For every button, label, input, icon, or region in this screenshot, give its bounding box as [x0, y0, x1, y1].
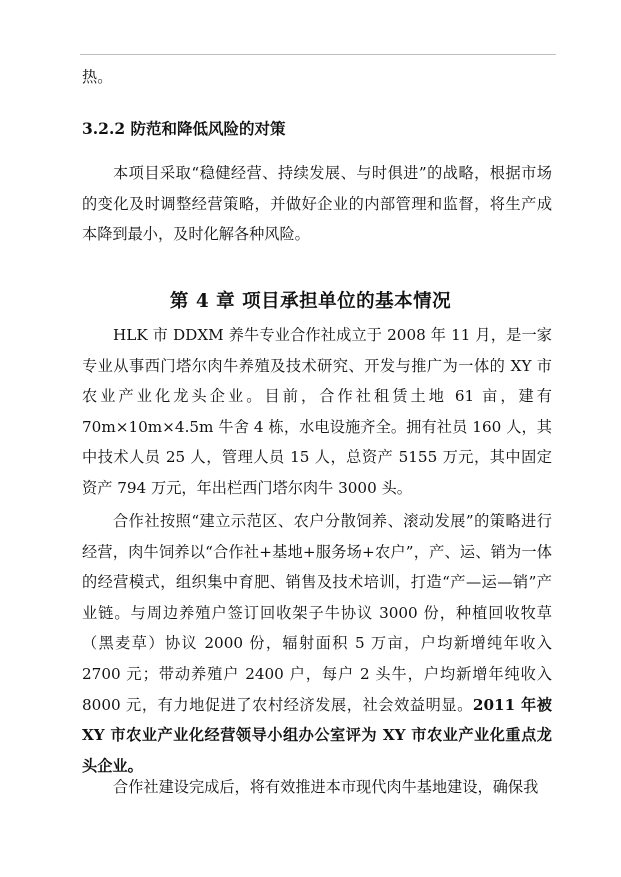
section-paragraph-block: [82, 158, 552, 250]
chapter-paragraph-1: HLK 市 DDXM 养牛专业合作社成立于 2008 年 11 月，是一家专业从事西门塔尔肉牛养殖及技术研究、开发与推广为一体的 XY 市农业产业化龙头企业。目前，合作社租赁土地 61 亩，建有 70m×10m×4.5m 牛舍 4 栋，水电设施齐全。拥有社员 160 人，其中技术人员 25 人，管理人员 15 人，总资产 5155 万元，其中固定资产 794 万元，年出栏西门塔尔肉牛 3000 头。: [82, 326, 552, 497]
carryover-text: 热。: [82, 68, 113, 86]
chapter-paragraph-3: 合作社建设完成后，将有效推进本市现代肉牛基地建设，确保我: [113, 778, 539, 796]
chapter-paragraph-2-bold-text: 2011 年被 XY 市农业产业化经营领导小组办公室评为 XY 市农业产业化重点龙头企业。: [82, 695, 552, 775]
carryover-text-block: [82, 62, 552, 93]
chapter-title: 第 4 章 项目承担单位的基本情况: [169, 291, 452, 312]
section-paragraph: 本项目采取“稳健经营、持续发展、与时俱进”的战略，根据市场的变化及时调整经营策略，并做好企业的内部管理和监督，将生产成本降到最小，及时化解各种风险。: [82, 164, 552, 244]
chapter-paragraph-1-block: [82, 320, 552, 504]
section-heading: 3.2.2 防范和降低风险的对策: [82, 119, 286, 138]
header-rule: [80, 54, 556, 55]
chapter-paragraph-2-block: [82, 506, 552, 781]
chapter-paragraph-2-text: 合作社按照“建立示范区、农户分散饲养、滚动发展”的策略进行经营，肉牛饲养以“合作社+基地+服务场+农户”，产、运、销为一体的经营模式，组织集中育肥、销售及技术培训，打造“产—运—销”产业链。与周边养殖户签订回收架子牛协议 3000 份，种植回收牧草（黑麦草）协议 2000 份，辐射面积 5 万亩，户均新增纯年收入 2700 元；带动养殖户 2400 户，每户 2 头牛，户均新增年纯收入 8000 元，有力地促进了农村经济发展，社会效益明显。: [82, 512, 552, 714]
chapter-paragraph-2: [82, 506, 552, 781]
chapter-paragraph-3-block: [82, 772, 552, 803]
